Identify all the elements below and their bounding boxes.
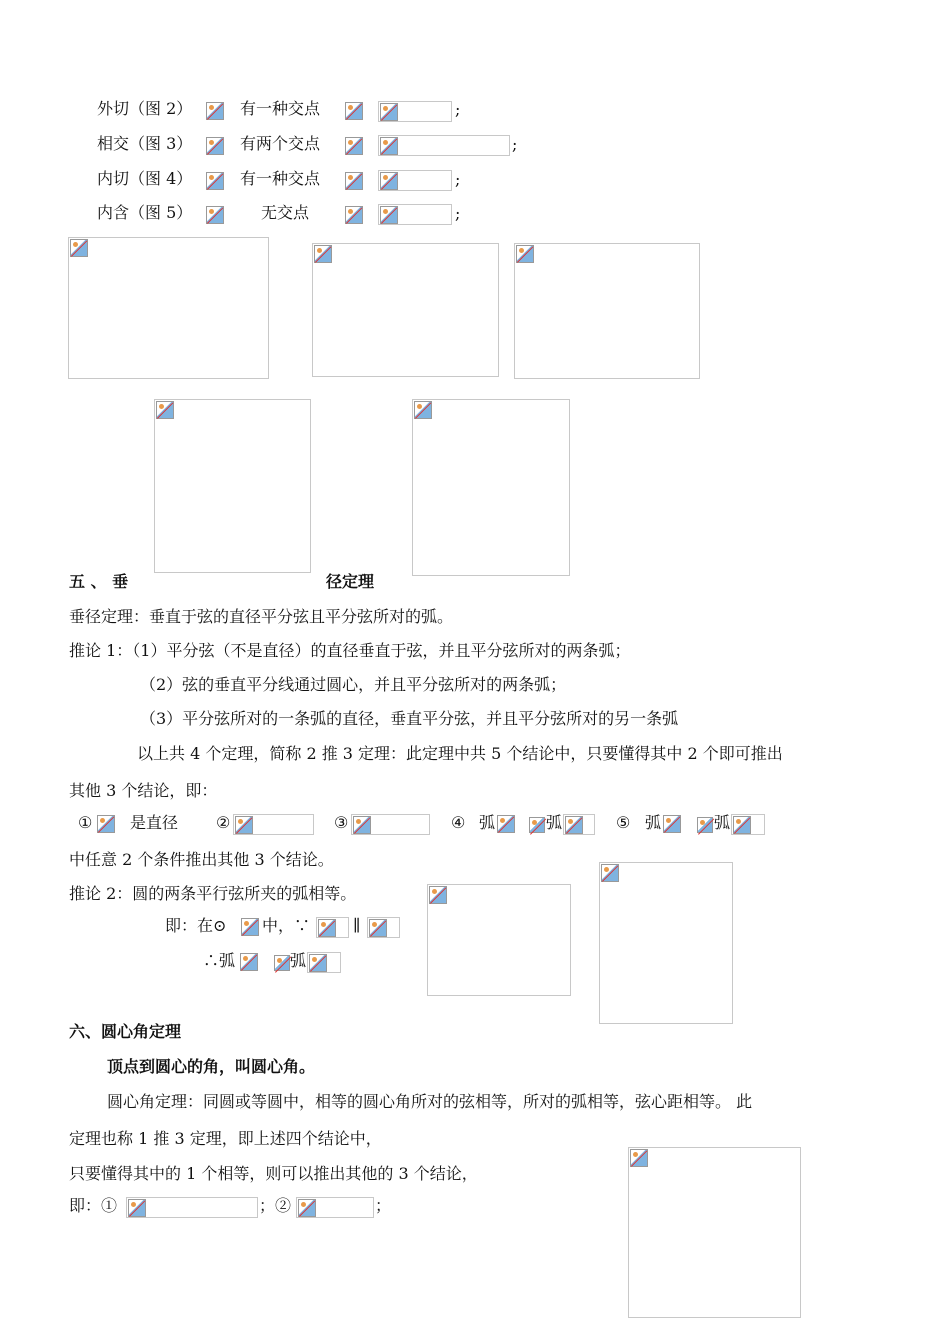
row-contained-desc: 无交点 [261, 203, 310, 222]
image-placeholder-icon [240, 953, 258, 971]
ji-mid: 中，∵ [262, 916, 311, 935]
image-placeholder-icon [318, 919, 336, 937]
image-placeholder-icon [206, 172, 224, 190]
formula-box [307, 952, 341, 973]
image-placeholder-icon [565, 816, 583, 834]
image-placeholder-icon [429, 886, 447, 904]
image-placeholder-icon [235, 816, 253, 834]
theorem-text: 垂径定理：垂直于弦的直径平分弦且平分弦所对的弧。 [69, 607, 454, 626]
formula-box [378, 135, 510, 156]
figure-placeholder [628, 1147, 801, 1318]
parallel-sign: ∥ [353, 916, 361, 935]
image-placeholder-icon [314, 245, 332, 263]
image-placeholder-icon [128, 1199, 146, 1217]
row-end: ; [455, 204, 461, 223]
image-placeholder-icon [345, 172, 363, 190]
figure-placeholder [514, 243, 700, 379]
conclusion-4-num: ④ [451, 813, 466, 832]
row-internal-tangent-label: 内切（图 4） [97, 169, 193, 188]
image-placeholder-icon [380, 137, 398, 155]
row-end: ; [455, 170, 461, 189]
image-placeholder-icon [380, 206, 398, 224]
therefore-text: ∴弧 [203, 951, 236, 970]
conclusion-4-arc: 弧 [479, 813, 496, 832]
row-intersect-desc: 有两个交点 [240, 134, 321, 153]
conclusion-1-text: 是直径 [130, 813, 179, 832]
conclusion-2-num: ② [216, 813, 231, 832]
theorem-line1: 圆心角定理：同圆或等圆中，相等的圆心角所对的弦相等，所对的弧相等，弦心距相等。 此 [107, 1092, 753, 1111]
end-mark: ； [375, 1196, 392, 1215]
definition-text: 顶点到圆心的角，叫圆心角。 [107, 1057, 316, 1076]
figure-placeholder [599, 862, 733, 1024]
formula-box [367, 917, 400, 938]
image-placeholder-icon [206, 206, 224, 224]
image-placeholder-icon [206, 137, 224, 155]
summary-line1: 以上共 4 个定理，简称 2 推 3 定理：此定理中共 5 个结论中，只要懂得其中 2 个即可推出 [137, 744, 783, 763]
image-placeholder-icon [353, 816, 371, 834]
image-placeholder-icon [97, 815, 115, 833]
image-placeholder-icon [529, 817, 545, 833]
formula-box [126, 1197, 258, 1218]
image-placeholder-icon [369, 919, 387, 937]
figure-placeholder [412, 399, 570, 576]
conclusion-5-arc2: 弧 [714, 813, 731, 832]
row-internal-tangent-desc: 有一种交点 [240, 169, 321, 188]
therefore-arc: 弧 [290, 951, 307, 970]
inference1-a: 推论 1：（1）平分弦（不是直径）的直径垂直于弦，并且平分弦所对的两条弧； [69, 641, 631, 660]
row-external-desc: 有一种交点 [240, 99, 321, 118]
formula-box [296, 1197, 374, 1218]
formula-box [378, 101, 452, 122]
separator: ；② [259, 1196, 292, 1215]
formula-box [378, 204, 452, 225]
image-placeholder-icon [497, 815, 515, 833]
image-placeholder-icon [345, 137, 363, 155]
row-end: ; [512, 135, 518, 154]
image-placeholder-icon [345, 206, 363, 224]
image-placeholder-icon [380, 172, 398, 190]
conclusion-1-num: ① [78, 813, 93, 832]
row-external-label: 外切（图 2） [97, 99, 193, 118]
ji-prefix: 即：在⊙ [165, 916, 227, 935]
formula-box [731, 814, 765, 835]
image-placeholder-icon [663, 815, 681, 833]
figure-placeholder [427, 884, 571, 996]
row-end: ; [455, 100, 461, 119]
image-placeholder-icon [516, 245, 534, 263]
image-placeholder-icon [70, 239, 88, 257]
theorem-line3: 只要懂得其中的 1 个相等，则可以推出其他的 3 个结论， [69, 1164, 478, 1183]
formula-box [233, 814, 314, 835]
conclusion-3-num: ③ [334, 813, 349, 832]
figure-placeholder [68, 237, 269, 379]
formula-box [378, 170, 452, 191]
row-intersect-label: 相交（图 3） [97, 134, 193, 153]
conclusion-4-arc2: 弧 [546, 813, 563, 832]
conclusion-5-arc: 弧 [645, 813, 662, 832]
image-placeholder-icon [309, 954, 327, 972]
formula-box [316, 917, 349, 938]
section-heading: 六、圆心角定理 [69, 1022, 182, 1041]
image-placeholder-icon [380, 103, 398, 121]
theorem-line2: 定理也称 1 推 3 定理，即上述四个结论中， [69, 1129, 382, 1148]
image-placeholder-icon [601, 864, 619, 882]
image-placeholder-icon [274, 955, 290, 971]
image-placeholder-icon [697, 817, 713, 833]
row-contained-label: 内含（图 5） [97, 203, 193, 222]
inference1-b: （2）弦的垂直平分线通过圆心，并且平分弦所对的两条弧； [140, 675, 567, 694]
summary-line2: 其他 3 个结论，即： [69, 781, 218, 800]
formula-box [351, 814, 430, 835]
image-placeholder-icon [156, 401, 174, 419]
image-placeholder-icon [241, 918, 259, 936]
conclusion-5-num: ⑤ [616, 813, 631, 832]
image-placeholder-icon [298, 1199, 316, 1217]
formula-box [563, 814, 595, 835]
image-placeholder-icon [733, 816, 751, 834]
image-placeholder-icon [630, 1149, 648, 1167]
ji-label: 即：① [69, 1196, 118, 1215]
section-heading: 五 、 垂 [69, 572, 129, 591]
inference2-text: 推论 2：圆的两条平行弦所夹的弧相等。 [69, 884, 357, 903]
image-placeholder-icon [206, 102, 224, 120]
figure-placeholder [312, 243, 499, 377]
section-heading-cont: 径定理 [326, 572, 375, 591]
image-placeholder-icon [345, 102, 363, 120]
figure-placeholder [154, 399, 311, 573]
inference1-c: （3）平分弦所对的一条弧的直径，垂直平分弦，并且平分弦所对的另一条弧 [140, 709, 679, 728]
image-placeholder-icon [414, 401, 432, 419]
any-two-text: 中任意 2 个条件推出其他 3 个结论。 [69, 850, 334, 869]
